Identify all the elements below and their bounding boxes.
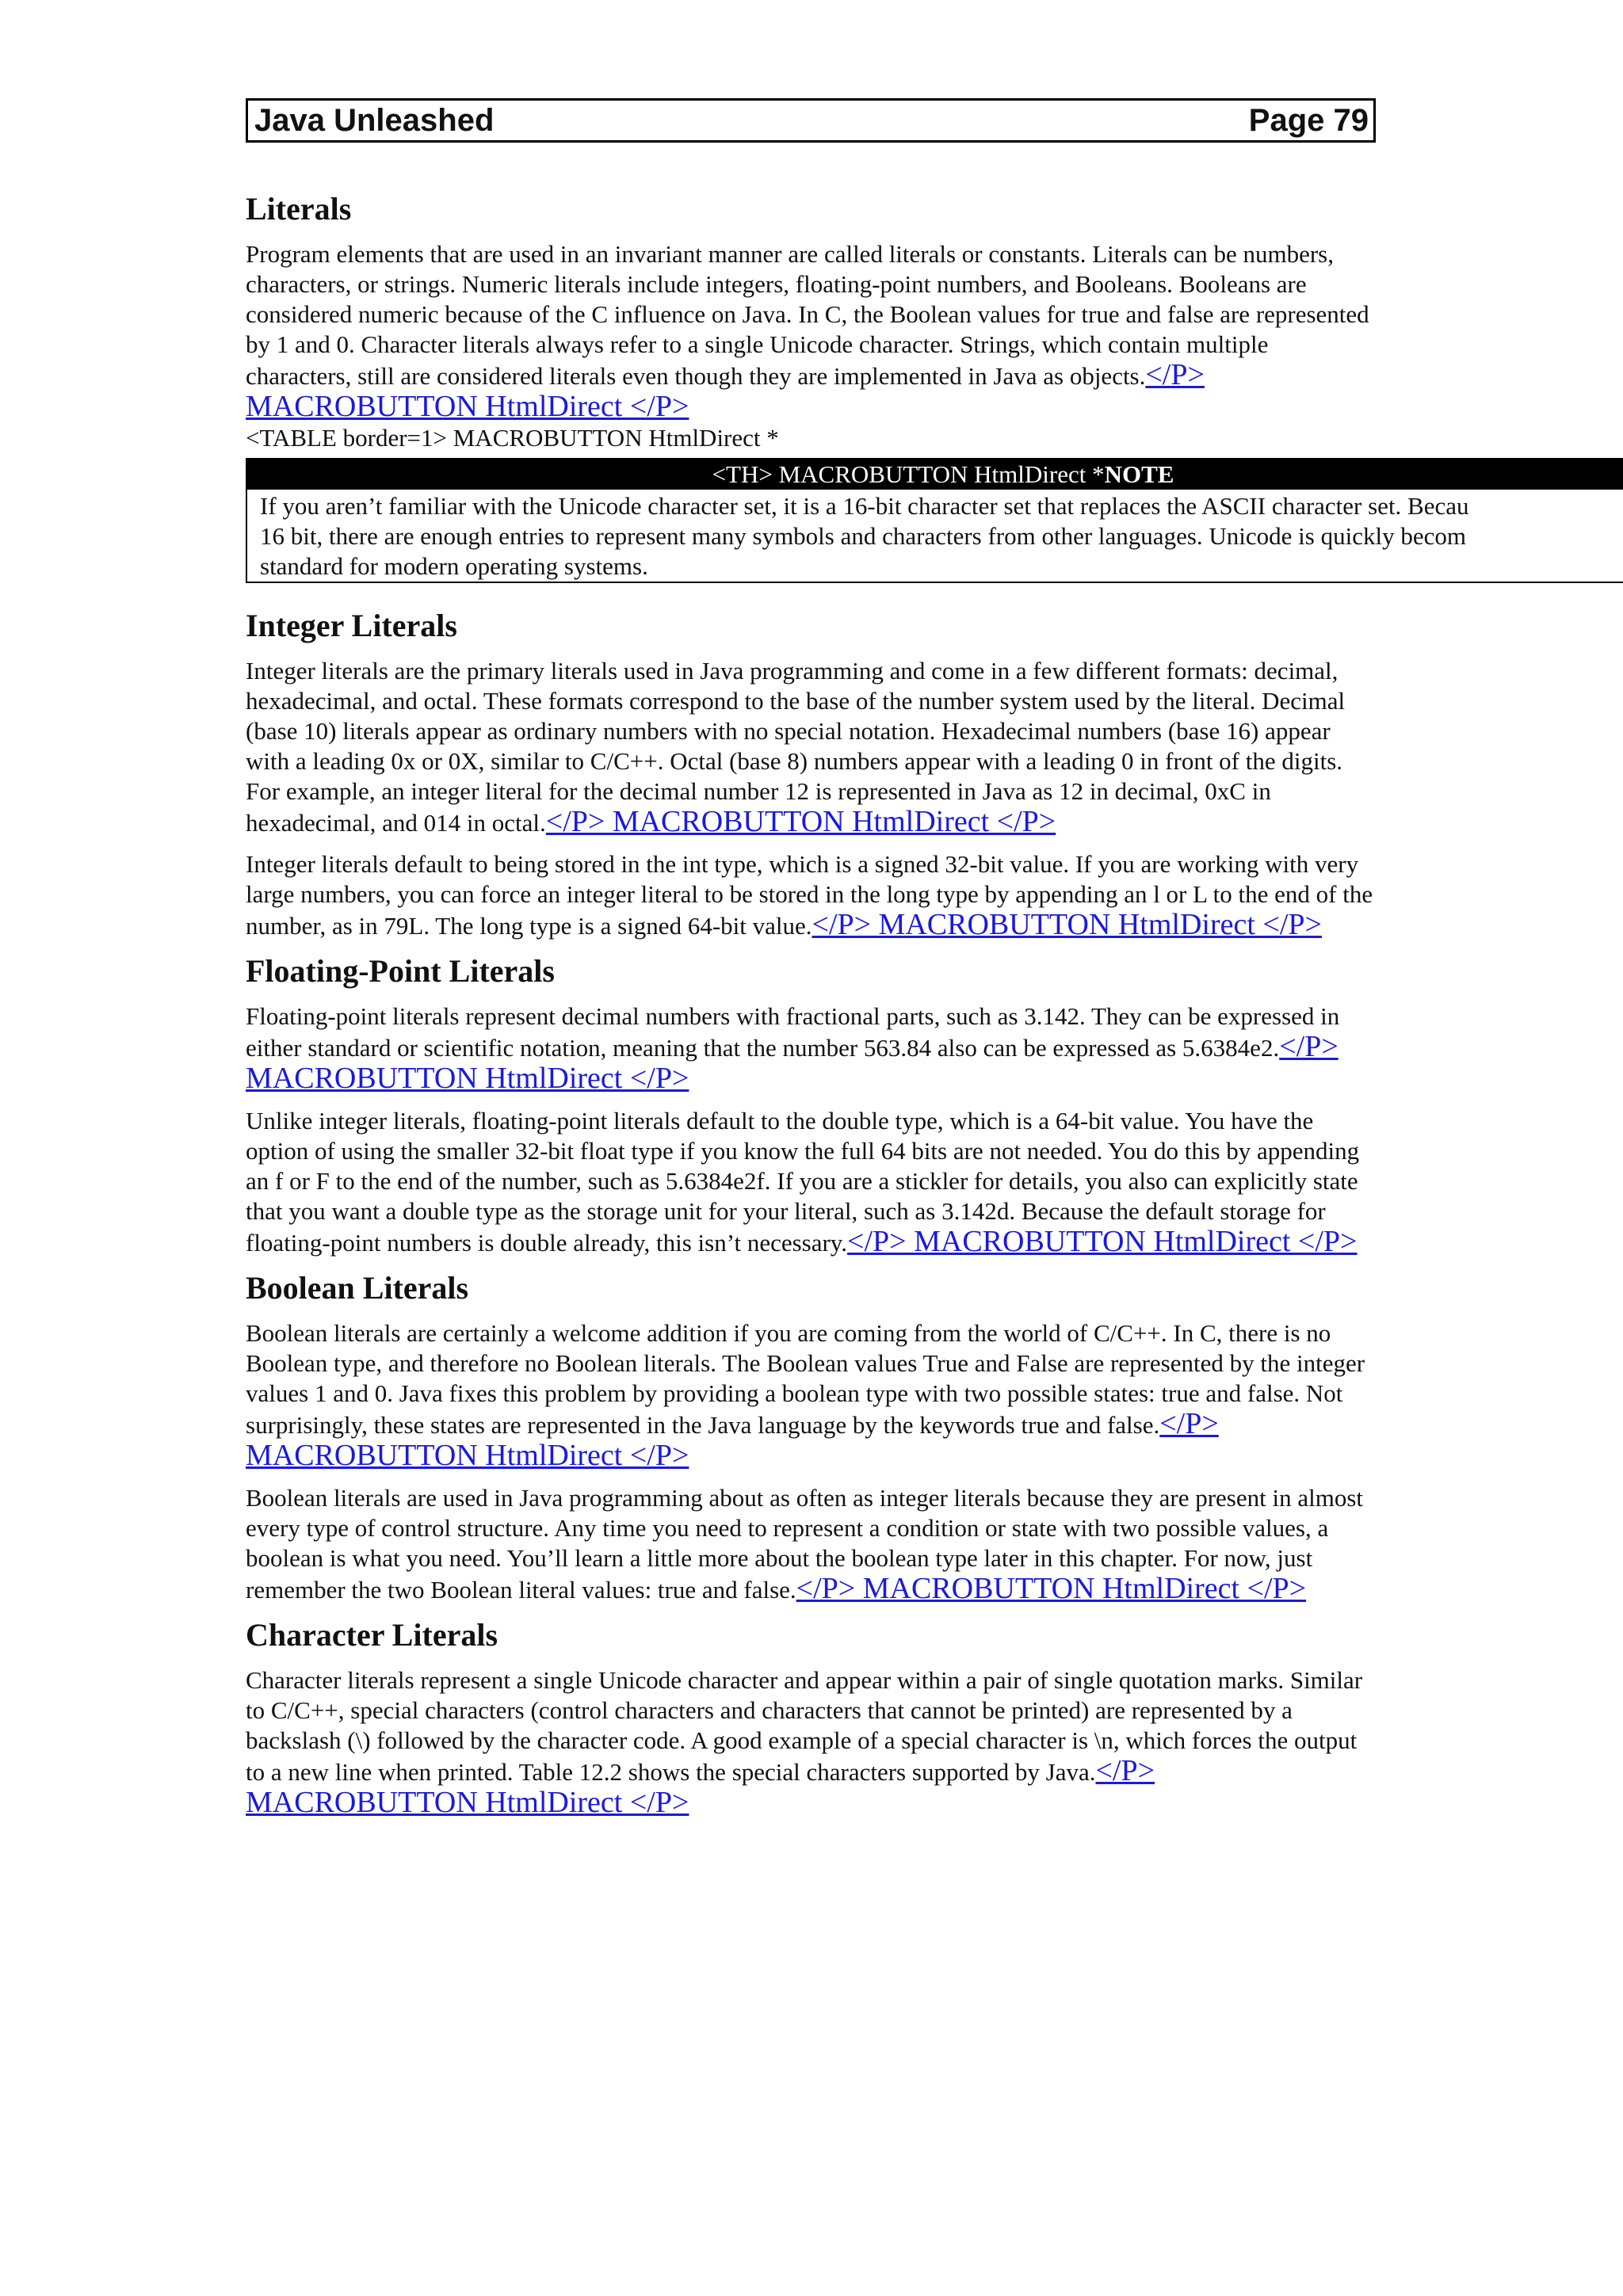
macrobutton-link[interactable]: </P> MACROBUTTON HtmlDirect </P> [796, 1572, 1307, 1605]
note-line: standard for modern operating systems. [260, 552, 648, 580]
table-markup-line: <TABLE border=1> MACROBUTTON HtmlDirect * [246, 424, 779, 452]
page-number: Page 79 [1248, 103, 1369, 138]
macrobutton-link[interactable]: </P> MACROBUTTON HtmlDirect </P> [246, 358, 1205, 423]
paragraph-text: Boolean literals are used in Java programming about as often as integer literals because they are present in almost every type of control structure. Any time you need to represent a condition or state with two possible values, a boolean is what you need. You’ll learn a little more about the boolean type later in this chapter. For now, just remember the two Boolean literal values: true and false. [246, 1484, 1364, 1604]
paragraph [246, 1001, 1379, 1095]
paragraph [246, 656, 1379, 838]
paragraph-text: Integer literals default to being stored in the int type, which is a signed 32-bit value. If you are working with very large numbers, you can force an integer literal to be stored in the long type by appending an l or L to the end of the number, as in 79L. The long type is a signed 64-bit value. [246, 850, 1373, 940]
book-title: Java Unleashed [254, 103, 495, 138]
paragraph-text: Character literals represent a single Unicode character and appear within a pair of single quotation marks. Similar to C/C++, special characters (control characters and characters that cannot be printed) are represented by a backslash (\) followed by the character code. A good example of a special character is \n, which forces the output to a new line when printed. Table 12.2 shows the special characters supported by Java. [246, 1666, 1363, 1786]
macrobutton-link[interactable]: </P> MACROBUTTON HtmlDirect </P> [545, 805, 1056, 838]
section-heading-integer: Integer Literals [246, 608, 457, 643]
paragraph-text: Integer literals are the primary literals used in Java programming and come in a few different formats: decimal, hexadecimal, and octal. These formats correspond to the base of the number system used by the literal. Decimal (base 10) literals appear as ordinary numbers with no special notation. Hexadecimal numbers (base 16) appear with a leading 0x or 0X, similar to C/C++. Octal (base 8) numbers appear with a leading 0 in front of the digits. For example, an integer literal for the decimal number 12 is represented in Java as 12 in decimal, 0xC in hexadecimal, and 014 in octal. [246, 657, 1346, 837]
note-line: 16 bit, there are enough entries to represent many symbols and characters from other languages. Unicode is quickly becom [260, 522, 1466, 550]
page-header [246, 98, 1376, 143]
paragraph [246, 1106, 1379, 1258]
paragraph [246, 239, 1379, 423]
paragraph-text: Unlike integer literals, floating-point literals default to the double type, which is a 64-bit value. You have the option of using the smaller 32-bit float type if you know the full 64 bits are not needed. You do this by appending an f or F to the end of the number, such as 5.6384e2f. If you are a stickler for details, you also can explicitly state that you want a double type as the storage unit for your literal, such as 3.142d. Because the default storage for floating-point numbers is double already, this isn’t necessary. [246, 1107, 1360, 1257]
note-body [247, 490, 1623, 582]
note-header [247, 460, 1623, 490]
paragraph [246, 1318, 1379, 1472]
macrobutton-link[interactable]: </P> MACROBUTTON HtmlDirect </P> [812, 908, 1322, 941]
note-line: If you aren’t familiar with the Unicode character set, it is a 16-bit character set that replaces the ASCII character set. Becau [260, 492, 1469, 520]
macrobutton-link[interactable]: </P> MACROBUTTON HtmlDirect </P> [246, 1407, 1219, 1472]
note-header-text: <TH> MACROBUTTON HtmlDirect * [712, 460, 1105, 488]
paragraph-text: Boolean literals are certainly a welcome addition if you are coming from the world of C/C++. In C, there is no Boolean type, and therefore no Boolean literals. The Boolean values True and False are represented by the integer values 1 and 0. Java fixes this problem by providing a boolean type with two possible states: true and false. Not surprisingly, these states are represented in the Java language by the keywords true and false. [246, 1319, 1365, 1439]
paragraph [246, 1665, 1379, 1819]
macrobutton-link[interactable]: </P> MACROBUTTON HtmlDirect </P> [246, 1754, 1155, 1819]
paragraph [246, 1483, 1379, 1605]
page-content [246, 190, 1469, 1830]
paragraph [246, 849, 1379, 941]
section-heading-floating: Floating-Point Literals [246, 953, 555, 989]
section-heading-boolean: Boolean Literals [246, 1270, 469, 1306]
macrobutton-link[interactable]: </P> MACROBUTTON HtmlDirect </P> [246, 1030, 1338, 1095]
paragraph-text: Program elements that are used in an invariant manner are called literals or constants. Literals can be numbers, characters, or strings. Numeric literals include integers, floating-point numbers, and Booleans. Booleans are considered numeric because of the C influence on Java. In C, the Boolean values for true and false are represented by 1 and 0. Character literals always refer to a single Unicode character. Strings, which contain multiple characters, still are considered literals even though they are implemented in Java as objects. [246, 240, 1369, 390]
note-box [246, 458, 1623, 583]
paragraph-text: Floating-point literals represent decimal numbers with fractional parts, such as 3.142. They can be expressed in either standard or scientific notation, meaning that the number 563.84 also can be expressed as 5.6384e2. [246, 1002, 1340, 1062]
section-heading-literals: Literals [246, 191, 352, 227]
note-label: NOTE [1104, 460, 1174, 488]
section-heading-character: Character Literals [246, 1617, 498, 1653]
macrobutton-link[interactable]: </P> MACROBUTTON HtmlDirect </P> [847, 1225, 1358, 1258]
